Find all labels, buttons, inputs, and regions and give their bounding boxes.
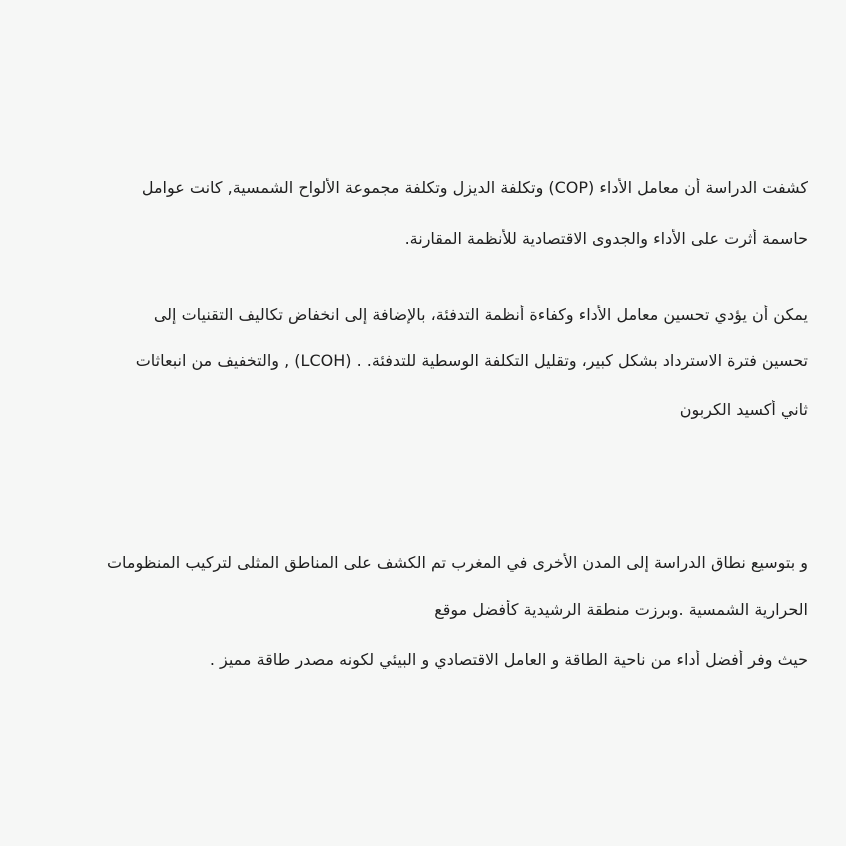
paragraph-3-line-1: و بتوسيع نطاق الدراسة إلى المدن الأخرى في المغرب تم الكشف على المناطق المثلى لتركيب المنظومات — [106, 553, 808, 572]
paragraph-1-line-2: حاسمة أثرت على الأداء والجدوى الاقتصادية للأنظمة المقارنة. — [404, 229, 808, 248]
paragraph-3-line-3: حيث وفر أفضل أداء من ناحية الطاقة و العامل الاقتصادي و البيئي لكونه مصدر طاقة مميز . — [209, 650, 808, 669]
paragraph-2-line-3: ثاني أكسيد الكربون — [679, 400, 808, 419]
paragraph-2-line-1: يمكن أن يؤدي تحسين معامل الأداء وكفاءة أنظمة التدفئة، بالإضافة إلى انخفاض تكاليف التقنيات إلى — [153, 305, 808, 324]
paragraph-3-line-2: الحرارية الشمسية .وبرزت منطقة الرشيدية كأفضل موقع — [434, 600, 808, 619]
paragraph-1-line-1: كشفت الدراسة أن معامل الأداء (COP) وتكلفة الديزل وتكلفة مجموعة الألواح الشمسية, كانت عوامل — [141, 178, 808, 197]
paragraph-2-line-2: تحسين فترة الاسترداد بشكل كبير، وتقليل التكلفة الوسطية للتدفئة. . (LCOH) , والتخفيف من انبعاثات — [135, 351, 808, 370]
